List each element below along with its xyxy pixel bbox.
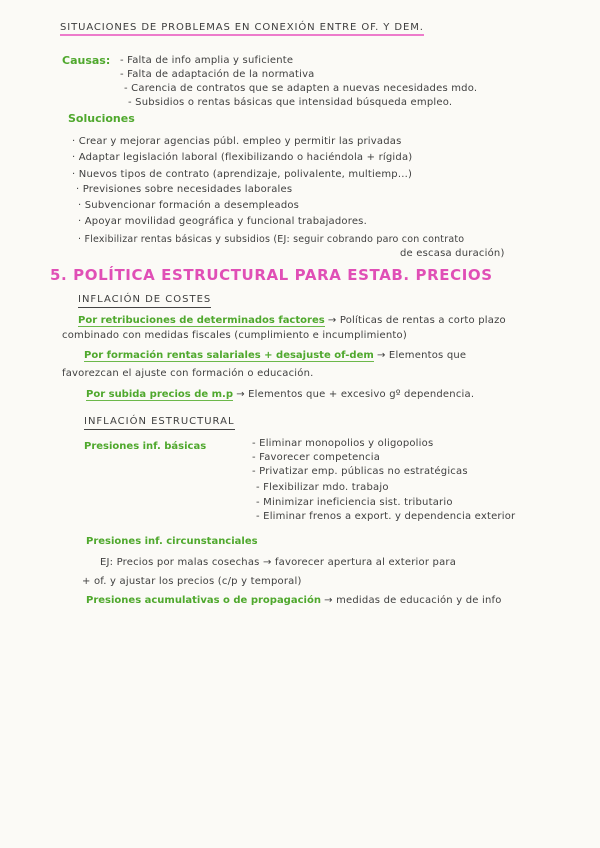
presiones-basicas-item-4: - Flexibilizar mdo. trabajo <box>256 482 389 493</box>
costes-p1-line2: combinado con medidas fiscales (cumplimiento e incumplimiento) <box>62 330 407 341</box>
presiones-circunstanciales-label: Presiones inf. circunstanciales <box>86 536 258 547</box>
solucion-item-2: · Adaptar legislación laboral (flexibilizando o haciéndola + rígida) <box>72 152 413 163</box>
solucion-item-1: · Crear y mejorar agencias públ. empleo y permitir las privadas <box>72 136 402 147</box>
causas-item-2: - Falta de adaptación de la normativa <box>120 69 315 80</box>
solucion-item-7: · Flexibilizar rentas básicas y subsidios (EJ: seguir cobrando paro con contrato <box>78 234 465 245</box>
costes-p3-lead: Por subida precios de m.p <box>86 389 233 400</box>
causas-item-3: - Carencia de contratos que se adapten a nuevas necesidades mdo. <box>124 83 478 94</box>
solucion-item-7-continuation: de escasa duración) <box>400 248 505 259</box>
page-title <box>60 22 424 34</box>
presiones-circunstanciales-line2: + of. y ajustar los precios (c/p y temporal) <box>82 576 302 587</box>
costes-p3-rest: → Elementos que + excesivo gº dependencia. <box>236 389 475 400</box>
costes-p1-rest: → Políticas de rentas a corto plazo <box>327 315 506 326</box>
causas-item-1: - Falta de info amplia y suficiente <box>120 55 294 66</box>
presiones-basicas-item-1: - Eliminar monopolios y oligopolios <box>252 438 434 449</box>
costes-p2-line2: favorezcan el ajuste con formación o educación. <box>62 368 314 379</box>
page-title-text: SITUACIONES DE PROBLEMAS EN CONEXIÓN ENTRE OF. Y DEM. <box>60 22 424 33</box>
costes-paragraph-2 <box>84 350 466 362</box>
costes-paragraph-1 <box>78 315 506 327</box>
presiones-basicas-item-3: - Privatizar emp. públicas no estratégicas <box>252 466 468 477</box>
presiones-circunstanciales-line1: EJ: Precios por malas cosechas → favorecer apertura al exterior para <box>100 557 457 568</box>
costes-p2-rest: → Elementos que <box>376 350 467 361</box>
inflacion-costes-heading: INFLACIÓN DE COSTES <box>78 294 211 308</box>
presiones-basicas-label: Presiones inf. básicas <box>84 441 207 452</box>
presiones-acumulativas-lead: Presiones acumulativas o de propagación <box>86 595 321 606</box>
presiones-basicas-item-5: - Minimizar ineficiencia sist. tributario <box>256 497 453 508</box>
costes-paragraph-3 <box>86 389 474 401</box>
causas-item-4: - Subsidios o rentas básicas que intensidad búsqueda empleo. <box>128 97 453 108</box>
presiones-basicas-item-2: - Favorecer competencia <box>252 452 381 463</box>
solucion-item-4: · Previsiones sobre necesidades laborales <box>76 184 293 195</box>
inflacion-estructural-heading: INFLACIÓN ESTRUCTURAL <box>84 416 235 430</box>
title-underline <box>60 34 424 36</box>
solucion-item-6: · Apoyar movilidad geográfica y funcional trabajadores. <box>78 216 367 227</box>
solucion-item-5: · Subvencionar formación a desempleados <box>78 200 300 211</box>
causas-label: Causas: <box>62 54 111 67</box>
presiones-basicas-item-6: - Eliminar frenos a export. y dependencia exterior <box>256 511 516 522</box>
solucion-item-3: · Nuevos tipos de contrato (aprendizaje, polivalente, multiemp...) <box>72 169 413 180</box>
presiones-acumulativas-rest: → medidas de educación y de info <box>324 595 502 606</box>
section-5-title: 5. POLÍTICA ESTRUCTURAL PARA ESTAB. PRECIOS <box>50 266 493 284</box>
soluciones-label: Soluciones <box>68 112 135 125</box>
costes-p1-lead: Por retribuciones de determinados factores <box>78 315 325 326</box>
presiones-acumulativas <box>86 595 502 607</box>
costes-p2-lead: Por formación rentas salariales + desajuste of-dem <box>84 350 374 361</box>
